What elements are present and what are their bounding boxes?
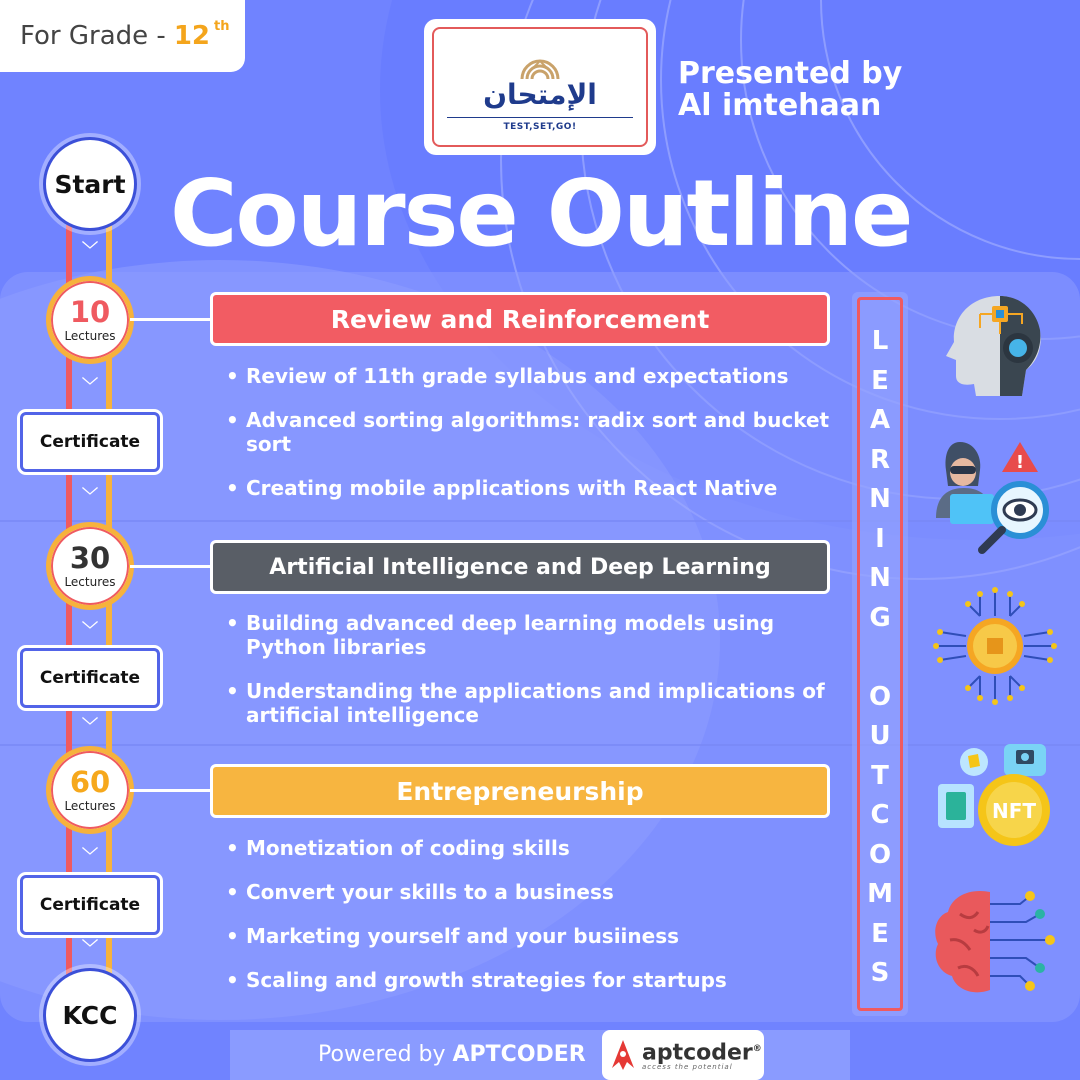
svg-text:NFT: NFT: [991, 799, 1037, 823]
section-bullets-ai: [222, 611, 832, 747]
learning-outcomes-text: [857, 297, 903, 1011]
list-item: • Advanced sorting algorithms: radix sort and bucket sort: [222, 408, 832, 456]
learning-outcomes-letter: M: [867, 879, 893, 909]
learning-outcomes-letter: N: [869, 563, 891, 593]
powered-by-text: Powered by: [318, 1042, 453, 1067]
grade-badge: [0, 0, 245, 72]
timeline-start: Start: [43, 137, 137, 231]
chevron-down-icon: ﹀: [81, 938, 98, 957]
learning-outcomes-letter: O: [868, 839, 892, 870]
learning-outcomes-letter: T: [871, 760, 889, 791]
learning-outcomes-letter: R: [869, 444, 891, 475]
lectures-label: Lectures: [64, 575, 116, 589]
learning-outcomes-letter: N: [869, 484, 891, 514]
hacker-security-icon: [930, 432, 1060, 562]
presented-by-line2: Al imtehaan: [678, 88, 882, 123]
list-item: • Marketing yourself and your busiiness: [222, 924, 832, 948]
section-divider: [0, 520, 1080, 522]
list-item: • Monetization of coding skills: [222, 836, 832, 860]
certificate-badge: Certificate: [20, 648, 160, 708]
arch-logo-icon: [516, 43, 564, 81]
learning-outcomes-letter: I: [875, 523, 885, 554]
powered-by-brand: APTCODER: [452, 1042, 586, 1067]
learning-outcomes-letter: C: [870, 800, 890, 830]
logo-tagline: TEST,SET,GO!: [503, 122, 577, 132]
learning-outcomes-letter: E: [871, 918, 889, 949]
lecture-count: 30: [69, 541, 111, 575]
learning-outcomes-letter: A: [869, 405, 891, 435]
powered-by: [318, 1042, 586, 1067]
connector-line: [130, 565, 212, 568]
connector-line: [130, 318, 212, 321]
section-bullets-entrepreneurship: [222, 836, 832, 1012]
logo-arabic-text: الإمتحان: [483, 78, 597, 111]
chevron-down-icon: ﹀: [81, 240, 98, 259]
brain-circuit-icon: [930, 884, 1060, 1014]
chevron-down-icon: ﹀: [81, 846, 98, 865]
aptcoder-registered: ®: [752, 1043, 762, 1054]
list-item: • Review of 11th grade syllabus and expectations: [222, 364, 832, 388]
aptcoder-logo-name: aptcoder: [642, 1040, 753, 1066]
learning-outcomes-letter: O: [868, 681, 892, 712]
lecture-count: 60: [69, 765, 111, 799]
learning-outcomes-letter: L: [871, 326, 889, 356]
section-title-ai: Artificial Intelligence and Deep Learning: [210, 540, 830, 594]
imtehaan-logo: [424, 19, 656, 155]
nft-icon: [930, 738, 1060, 868]
chevron-down-icon: ﹀: [81, 716, 98, 735]
grade-suffix: th: [214, 18, 230, 34]
lectures-badge: [46, 522, 134, 610]
section-title-review: Review and Reinforcement: [210, 292, 830, 346]
chevron-down-icon: ﹀: [81, 486, 98, 505]
svg-text:!: !: [1015, 452, 1025, 473]
list-item: • Scaling and growth strategies for startups: [222, 968, 832, 992]
lectures-badge: [46, 746, 134, 834]
certificate-badge: Certificate: [20, 412, 160, 472]
chevron-down-icon: ﹀: [81, 620, 98, 639]
aptcoder-tagline: access the potential: [642, 1063, 733, 1072]
rocket-icon: [610, 1038, 636, 1072]
timeline-end: KCC: [43, 968, 137, 1062]
ai-head-icon: [930, 290, 1060, 420]
section-bullets-review: [222, 364, 832, 520]
chip-icon: [930, 586, 1060, 716]
section-title-entrepreneurship: Entrepreneurship: [210, 764, 830, 818]
learning-outcomes-letter: G: [869, 602, 891, 633]
grade-number: 12: [173, 21, 210, 51]
certificate-badge: Certificate: [20, 875, 160, 935]
grade-label: For Grade -: [20, 21, 166, 51]
lecture-count: 10: [69, 295, 111, 329]
learning-outcomes-letter: E: [871, 365, 889, 396]
learning-outcomes-gap: [875, 638, 884, 678]
learning-outcomes-banner: [852, 292, 908, 1016]
lectures-label: Lectures: [64, 799, 116, 813]
presented-by-line1: Presented by: [678, 56, 903, 91]
learning-outcomes-letter: U: [869, 721, 891, 751]
list-item: • Convert your skills to a business: [222, 880, 832, 904]
list-item: • Creating mobile applications with React Native: [222, 476, 832, 500]
list-item: • Understanding the applications and implications of artificial intelligence: [222, 679, 832, 727]
presented-by: [678, 58, 902, 122]
list-item: • Building advanced deep learning models using Python libraries: [222, 611, 832, 659]
chevron-down-icon: ﹀: [81, 376, 98, 395]
lectures-label: Lectures: [64, 329, 116, 343]
aptcoder-logo: [602, 1030, 764, 1080]
learning-outcomes-letter: S: [870, 958, 890, 988]
connector-line: [130, 789, 212, 792]
page-title: Course Outline: [170, 160, 912, 267]
lectures-badge: [46, 276, 134, 364]
